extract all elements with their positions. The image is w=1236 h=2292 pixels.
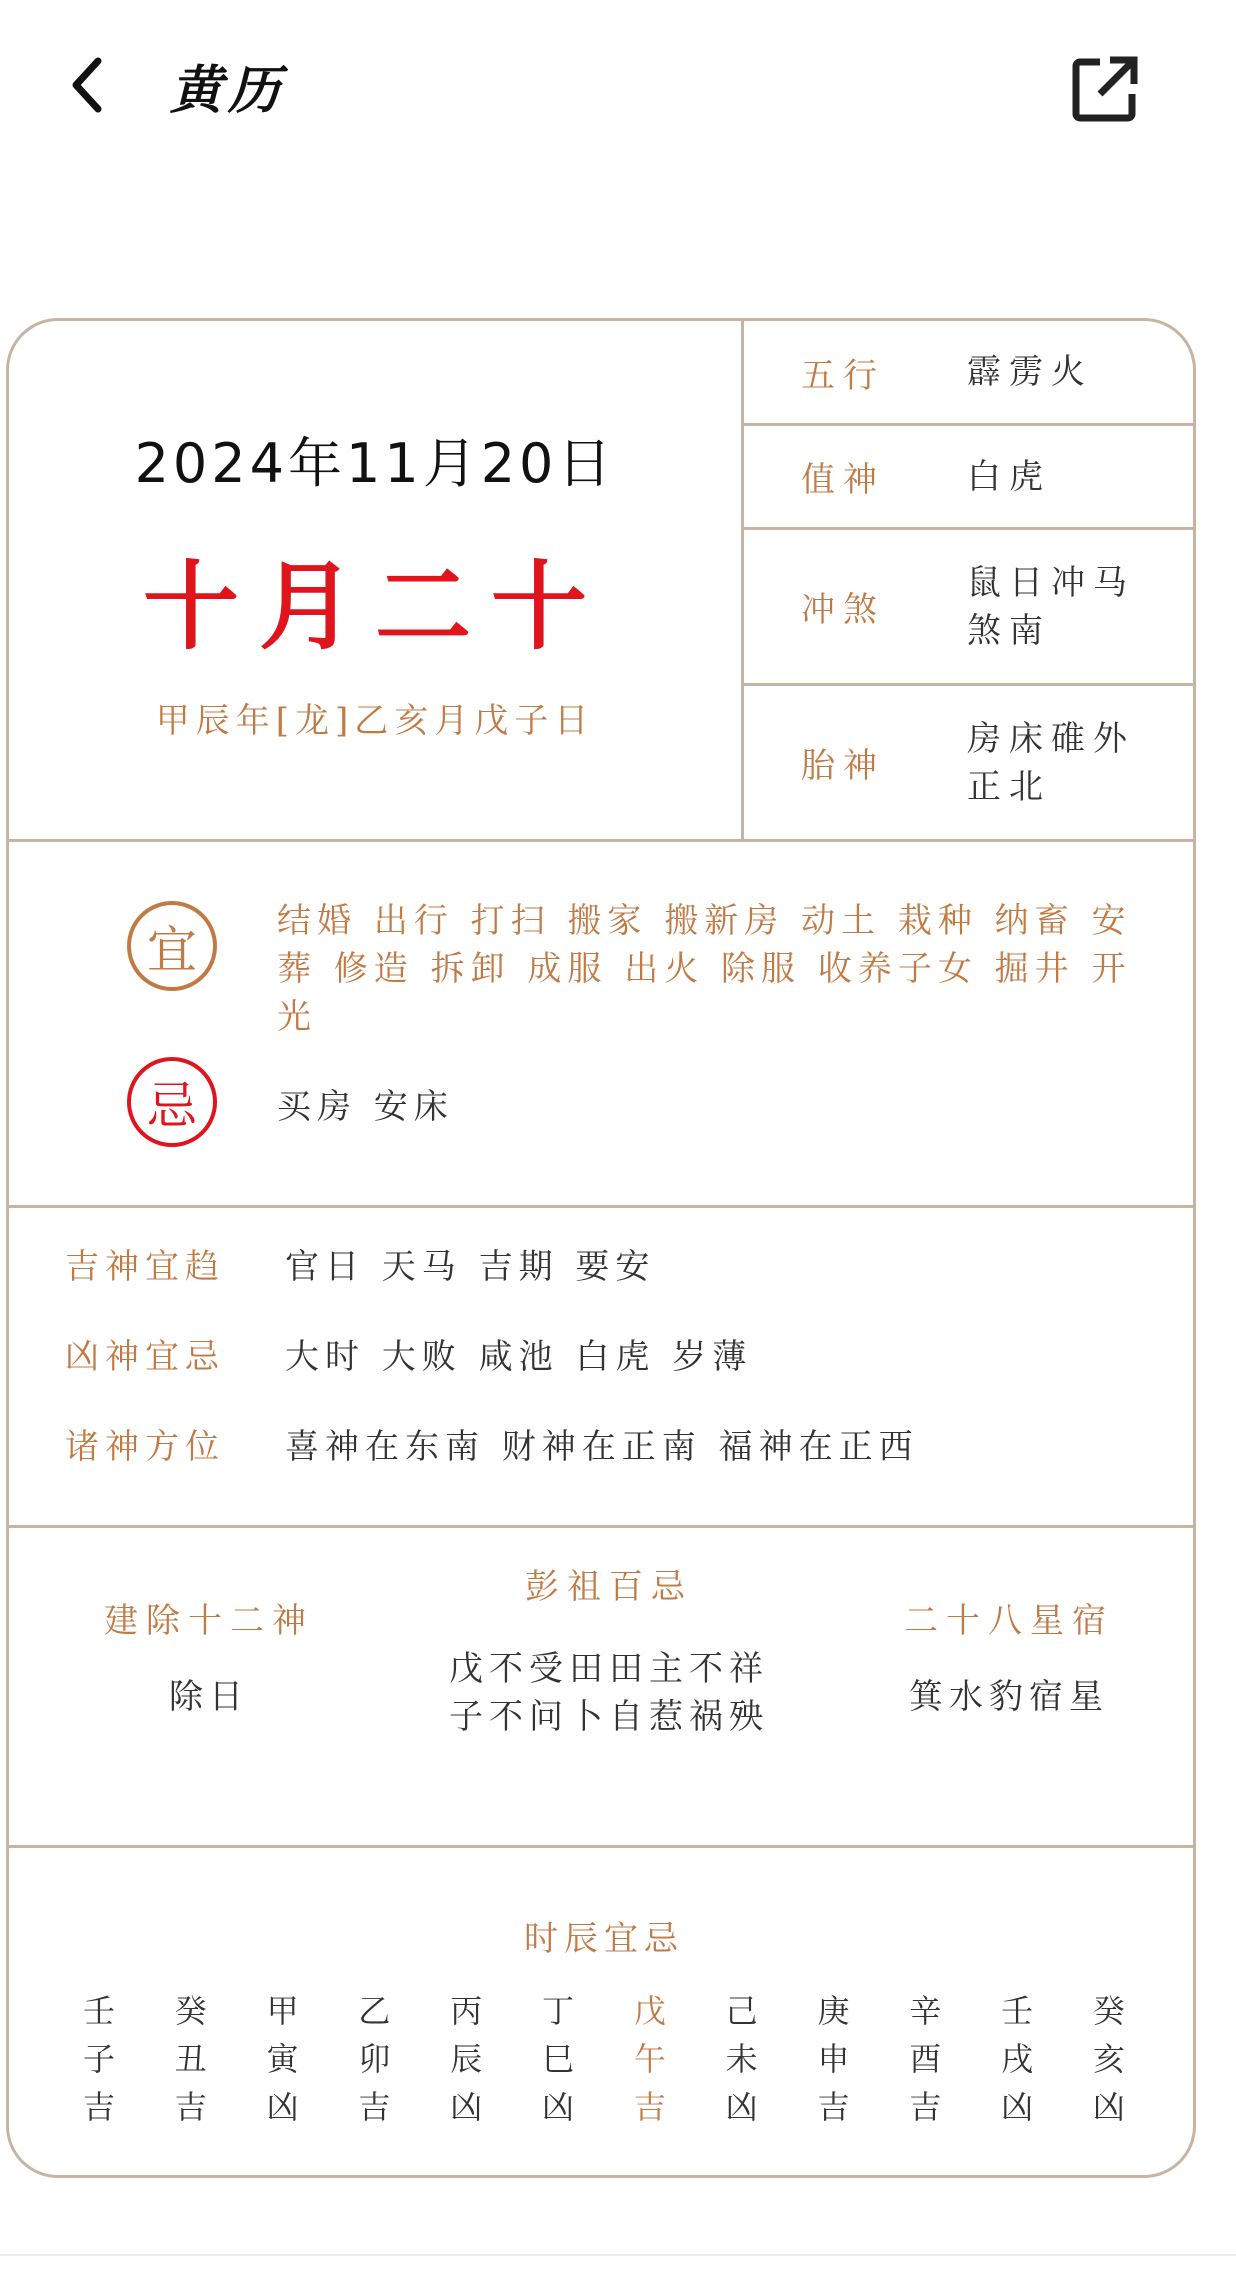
- shen-value: 喜神在东南 财神在正南 福神在正西: [285, 1427, 919, 1467]
- hour-luck: 凶: [725, 2088, 758, 2126]
- hours-title: 时辰宜忌: [524, 1919, 684, 1959]
- hour-stem: 己: [725, 1992, 758, 2030]
- hour-stem: 丙: [450, 1992, 483, 2030]
- info-value: 霹雳火: [967, 352, 1093, 392]
- hour-stem: 庚: [817, 1992, 850, 2030]
- hour-branch: 戌: [1001, 2040, 1034, 2078]
- hour-stem: 丁: [542, 1992, 575, 2030]
- hour-stem: 癸: [174, 1992, 207, 2030]
- jianchu-title: 建除十二神: [104, 1601, 314, 1641]
- shen-label: 凶神宜忌: [65, 1337, 225, 1377]
- share-button[interactable]: [1060, 44, 1150, 134]
- bottom-divider: [0, 2254, 1236, 2256]
- hour-stem: 辛: [909, 1992, 942, 2030]
- yi-activities: 结婚 出行 打扫 搬家 搬新房 动土 栽种 纳畜 安葬 修造 拆卸 成服 出火 除服 收养子女 掘井 开光: [277, 901, 1132, 1037]
- solar-date: 2024年11月20日: [134, 432, 616, 495]
- info-value: 房床碓外 正北: [967, 718, 1135, 807]
- hour-column: [253, 1987, 313, 2131]
- hour-branch: 子: [82, 2040, 115, 2078]
- hours-grid: [69, 1987, 1139, 2131]
- hour-column: [161, 1987, 221, 2131]
- back-button[interactable]: [48, 40, 128, 130]
- hour-branch: 申: [817, 2040, 850, 2078]
- hour-column: [344, 1987, 404, 2131]
- shen-value: 官日 天马 吉期 要安: [285, 1247, 656, 1287]
- shen-value: 大时 大败 咸池 白虎 岁薄: [285, 1337, 753, 1377]
- xingsu-value: 箕水豹宿星: [909, 1677, 1109, 1717]
- hour-column: [1079, 1987, 1139, 2131]
- divider: [9, 1525, 1193, 1528]
- hour-branch: 午: [633, 2040, 666, 2078]
- hour-branch: 卯: [358, 2040, 391, 2078]
- info-row-chongsha: [745, 530, 1195, 683]
- ganzhi-date: 甲辰年[龙]乙亥月戊子日: [155, 701, 595, 741]
- hour-column: [987, 1987, 1047, 2131]
- hour-branch: 亥: [1092, 2040, 1125, 2078]
- top-bar: [0, 0, 1236, 170]
- hour-branch: 酉: [909, 2040, 942, 2078]
- hour-luck: 凶: [542, 2088, 575, 2126]
- pengzu-line1: 戊不受田田主不祥: [449, 1649, 769, 1689]
- divider: [9, 839, 1193, 842]
- almanac-card: [6, 318, 1196, 2178]
- hour-column: [528, 1987, 588, 2131]
- xingsu-title: 二十八星宿: [904, 1601, 1114, 1641]
- info-label: 胎神: [801, 746, 885, 786]
- info-row-zhishen: [745, 426, 1195, 527]
- hour-luck: 凶: [266, 2088, 299, 2126]
- divider: [9, 1205, 1193, 1208]
- hour-luck: 吉: [909, 2088, 942, 2126]
- hour-luck: 凶: [1001, 2088, 1034, 2126]
- divider: [741, 321, 744, 841]
- hour-column: [712, 1987, 772, 2131]
- ji-activities: 买房 安床: [277, 1087, 454, 1127]
- info-value: 鼠日冲马 煞南: [967, 562, 1135, 651]
- hour-luck: 吉: [174, 2088, 207, 2126]
- shen-row-ji: [65, 1239, 1165, 1288]
- hour-branch: 辰: [450, 2040, 483, 2078]
- pengzu-title: 彭祖百忌: [525, 1567, 693, 1607]
- info-label: 五行: [801, 355, 885, 396]
- chevron-left-icon: [66, 55, 110, 115]
- pengzu-line2: 子不问卜自惹祸殃: [449, 1697, 769, 1737]
- hour-column: [620, 1987, 680, 2131]
- hour-stem: 壬: [1001, 1992, 1034, 2030]
- hour-column: [69, 1987, 129, 2131]
- open-in-new-icon: [1070, 54, 1140, 124]
- hour-stem: 甲: [266, 1992, 299, 2030]
- shen-row-fangwei: [65, 1419, 1165, 1468]
- info-value: 白虎: [967, 456, 1051, 497]
- hour-stem: 壬: [82, 1992, 115, 2030]
- hour-stem: 戊: [633, 1992, 666, 2030]
- page-title: 黄历: [170, 60, 287, 121]
- hour-column: [436, 1987, 496, 2131]
- hour-luck: 凶: [450, 2088, 483, 2126]
- info-row-taishen: [745, 686, 1195, 839]
- hour-column: [895, 1987, 955, 2131]
- jianchu-value: 除日: [169, 1677, 249, 1717]
- hour-luck: 吉: [82, 2088, 115, 2126]
- shen-row-xiong: [65, 1329, 1165, 1378]
- hour-stem: 癸: [1092, 1992, 1125, 2030]
- divider: [9, 1845, 1193, 1848]
- info-label: 值神: [801, 460, 885, 500]
- info-row-wuxing: [745, 321, 1195, 423]
- hour-stem: 乙: [358, 1992, 391, 2030]
- hour-branch: 丑: [174, 2040, 207, 2078]
- hour-column: [804, 1987, 864, 2131]
- yi-badge: 宜: [127, 901, 217, 991]
- hour-branch: 巳: [542, 2040, 575, 2078]
- hour-branch: 未: [725, 2040, 758, 2078]
- lunar-date: 十月二十: [143, 550, 607, 663]
- hour-branch: 寅: [266, 2040, 299, 2078]
- info-label: 冲煞: [801, 590, 885, 630]
- hour-luck: 吉: [817, 2088, 850, 2126]
- hour-luck: 吉: [358, 2088, 391, 2126]
- hour-luck: 凶: [1092, 2088, 1125, 2126]
- ji-badge: 忌: [127, 1057, 217, 1147]
- shen-label: 诸神方位: [65, 1427, 225, 1467]
- hour-luck: 吉: [633, 2088, 666, 2126]
- shen-label: 吉神宜趋: [65, 1247, 225, 1287]
